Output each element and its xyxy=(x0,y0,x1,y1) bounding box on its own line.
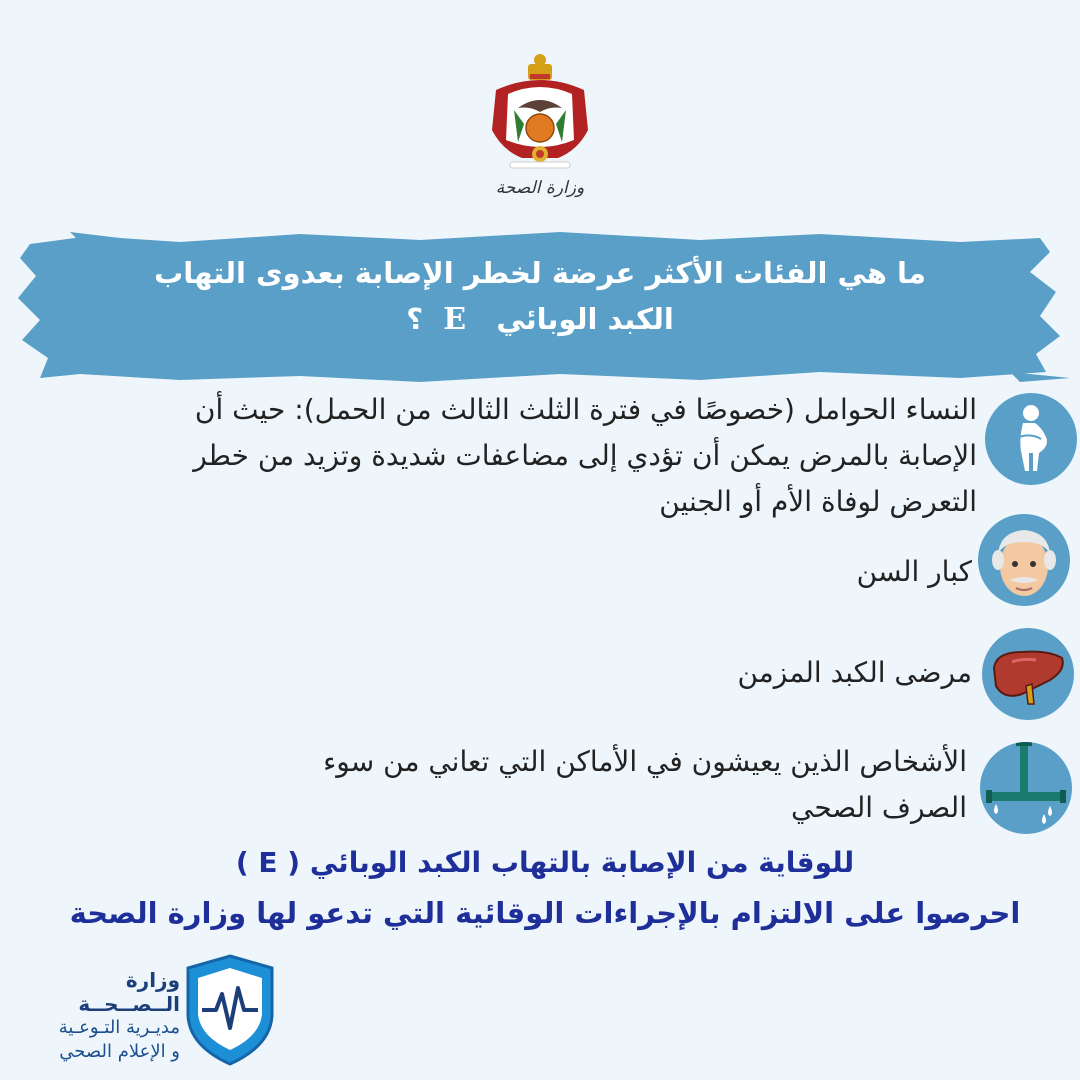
logo-line-2: مديـرية التـوعـية xyxy=(58,1017,180,1038)
item-elderly: كبار السن xyxy=(856,555,972,588)
title-question-mark: ؟ xyxy=(406,302,424,336)
royal-emblem-icon xyxy=(488,50,592,175)
ministry-logo-text xyxy=(20,968,180,1064)
title-letter: E xyxy=(443,302,467,337)
leaking-pipe-icon xyxy=(980,742,1072,834)
item-pregnant-women xyxy=(17,387,977,525)
title-line-1: ما هي الفئات الأكثر عرضة لخطر الإصابة بعدوى التهاب xyxy=(154,256,926,290)
page-title xyxy=(100,250,980,343)
liver-icon xyxy=(982,628,1074,720)
item-chronic-liver-patients: مرضى الكبد المزمن xyxy=(737,656,972,689)
title-line-2-prefix: الكبد الوبائي xyxy=(496,302,674,336)
logo-line-3: و الإعلام الصحي xyxy=(59,1041,180,1062)
elderly-man-icon xyxy=(978,514,1070,606)
ministry-signature: وزارة الصحة xyxy=(495,178,585,198)
item-line: الأشخاص الذين يعيشون في الأماكن التي تعاني من سوء xyxy=(323,745,967,778)
pregnant-woman-icon xyxy=(985,393,1077,485)
item-line: الصرف الصحي xyxy=(791,791,967,824)
footer-call-to-action: احرصوا على الالتزام بالإجراءات الوقائية التي تدعو لها وزارة الصحة xyxy=(69,896,1021,930)
title-line-2 xyxy=(100,296,980,343)
footer-prevention-line: للوقاية من الإصابة بالتهاب الكبد الوبائي ( E ) xyxy=(235,846,855,879)
item-poor-sanitation xyxy=(67,739,967,831)
item-line: التعرض لوفاة الأم أو الجنين xyxy=(659,485,977,518)
item-line: النساء الحوامل (خصوصًا في فترة الثلث الثالث من الحمل): حيث أن xyxy=(194,393,977,426)
ministry-shield-logo-icon xyxy=(182,952,278,1068)
item-line: الإصابة بالمرض يمكن أن تؤدي إلى مضاعفات شديدة وتزيد من خطر xyxy=(193,439,977,472)
logo-line-1: وزارة الــصــحــة xyxy=(78,968,180,1016)
